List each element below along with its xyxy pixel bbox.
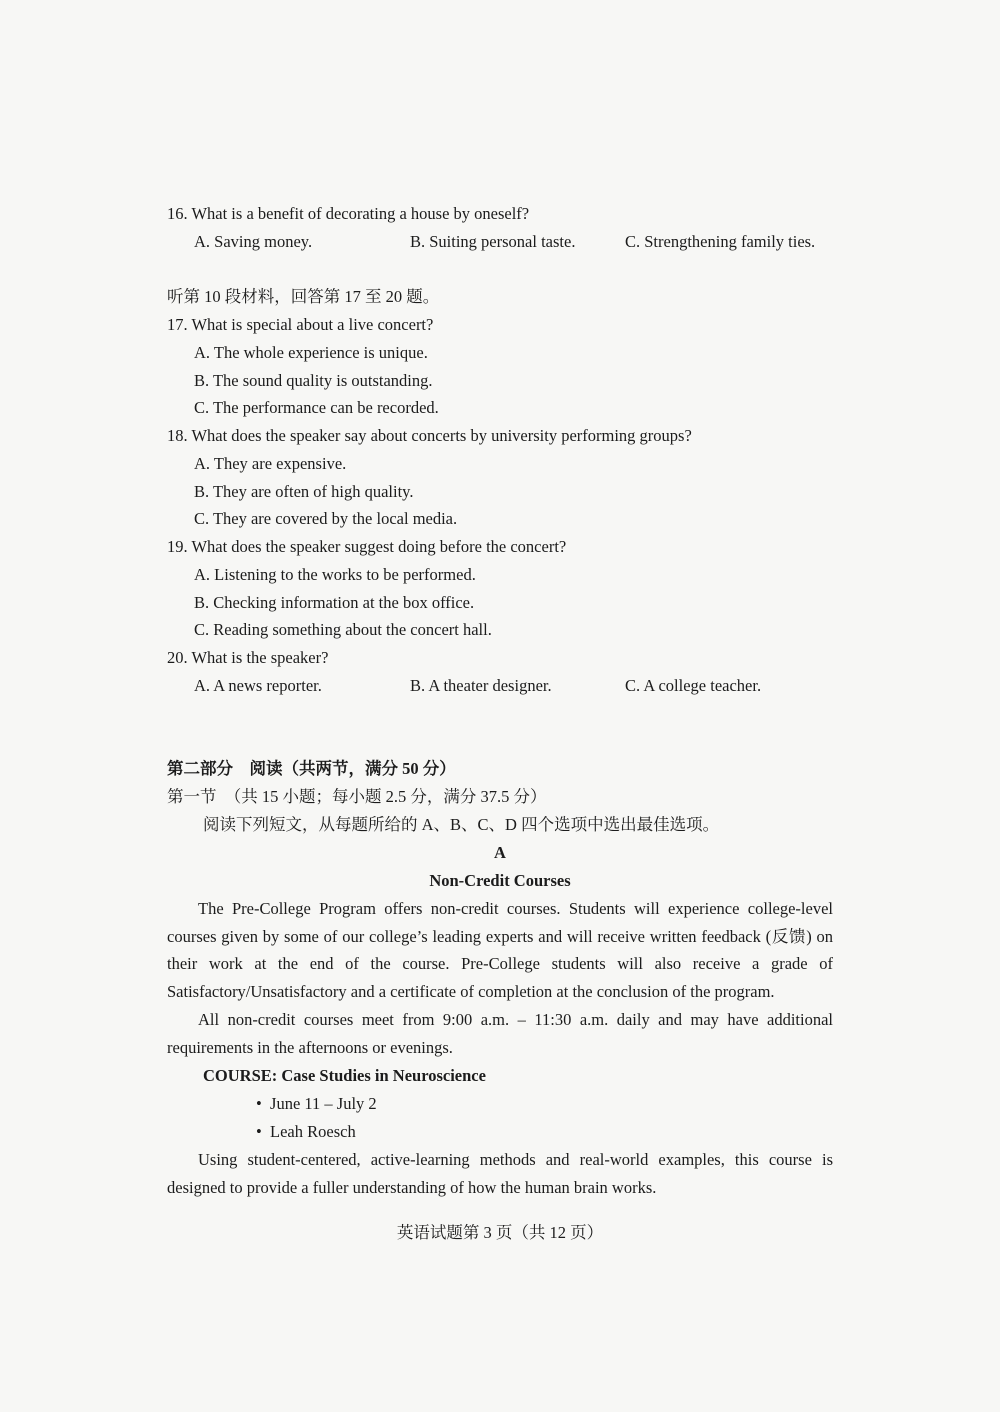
course-bullet-instructor bbox=[256, 1122, 356, 1142]
bullet-dot-icon: • bbox=[256, 1122, 262, 1141]
q17-option-c: C. The performance can be recorded. bbox=[194, 398, 439, 417]
q20-option-c: C. A college teacher. bbox=[625, 676, 762, 695]
passage-paragraph-1 bbox=[167, 895, 833, 1006]
question-18: 18. What does the speaker say about concerts by university performing groups? bbox=[167, 426, 692, 445]
passage-paragraph-3 bbox=[167, 1146, 833, 1201]
passage-paragraph-2 bbox=[167, 1006, 833, 1061]
question-16: 16. What is a benefit of decorating a house by oneself? bbox=[167, 204, 530, 223]
section-10-intro: 听第 10 段材料，回答第 17 至 20 题。 bbox=[167, 287, 440, 306]
course-bullet-date bbox=[256, 1094, 377, 1114]
reading-instruction: 阅读下列短文，从每题所给的 A、B、C、D 四个选项中选出最佳选项。 bbox=[203, 815, 720, 834]
q16-option-a: A. Saving money. bbox=[194, 232, 313, 251]
q17-option-b: B. The sound quality is outstanding. bbox=[194, 371, 433, 390]
q17-option-a: A. The whole experience is unique. bbox=[194, 343, 428, 362]
course-heading: COURSE: Case Studies in Neuroscience bbox=[203, 1066, 486, 1085]
bullet-dot-icon: • bbox=[256, 1094, 262, 1113]
question-20: 20. What is the speaker? bbox=[167, 648, 329, 667]
paragraph-1-text: The Pre-College Program offers non-credit courses. Students will experience college-level courses given by some of our college’s leading experts and will receive written feedback (反馈) on their work at the end of the course. Pre-College students will also receive a grade of Satisfactory/Unsatisfactory and a certificate of completion at the conclusion of the program. bbox=[167, 899, 833, 1002]
q16-option-c: C. Strengthening family ties. bbox=[625, 232, 816, 251]
question-19: 19. What does the speaker suggest doing before the concert? bbox=[167, 537, 567, 556]
q20-option-a: A. A news reporter. bbox=[194, 676, 322, 695]
passage-title: Non-Credit Courses bbox=[429, 871, 571, 890]
q18-option-b: B. They are often of high quality. bbox=[194, 482, 414, 501]
q19-option-b: B. Checking information at the box office. bbox=[194, 593, 475, 612]
course-date: June 11 – July 2 bbox=[270, 1094, 377, 1113]
part-2-heading: 第二部分 阅读（共两节，满分 50 分） bbox=[167, 759, 456, 778]
q19-option-a: A. Listening to the works to be performed. bbox=[194, 565, 476, 584]
q18-option-a: A. They are expensive. bbox=[194, 454, 347, 473]
course-instructor: Leah Roesch bbox=[270, 1122, 356, 1141]
paragraph-3-text: Using student-centered, active-learning methods and real-world examples, this course is designed to provide a fuller understanding of how the human brain works. bbox=[167, 1150, 833, 1197]
question-17: 17. What is special about a live concert? bbox=[167, 315, 434, 334]
q18-option-c: C. They are covered by the local media. bbox=[194, 509, 458, 528]
q16-option-b: B. Suiting personal taste. bbox=[410, 232, 576, 251]
passage-letter: A bbox=[494, 843, 506, 862]
section-1-heading: 第一节 （共 15 小题；每小题 2.5 分，满分 37.5 分） bbox=[167, 787, 547, 806]
page-footer: 英语试题第 3 页（共 12 页） bbox=[396, 1223, 604, 1242]
paragraph-2-text: All non-credit courses meet from 9:00 a.m. – 11:30 a.m. daily and may have additional requirements in the afternoons or evenings. bbox=[167, 1010, 833, 1057]
q19-option-c: C. Reading something about the concert hall. bbox=[194, 620, 492, 639]
q20-option-b: B. A theater designer. bbox=[410, 676, 552, 695]
